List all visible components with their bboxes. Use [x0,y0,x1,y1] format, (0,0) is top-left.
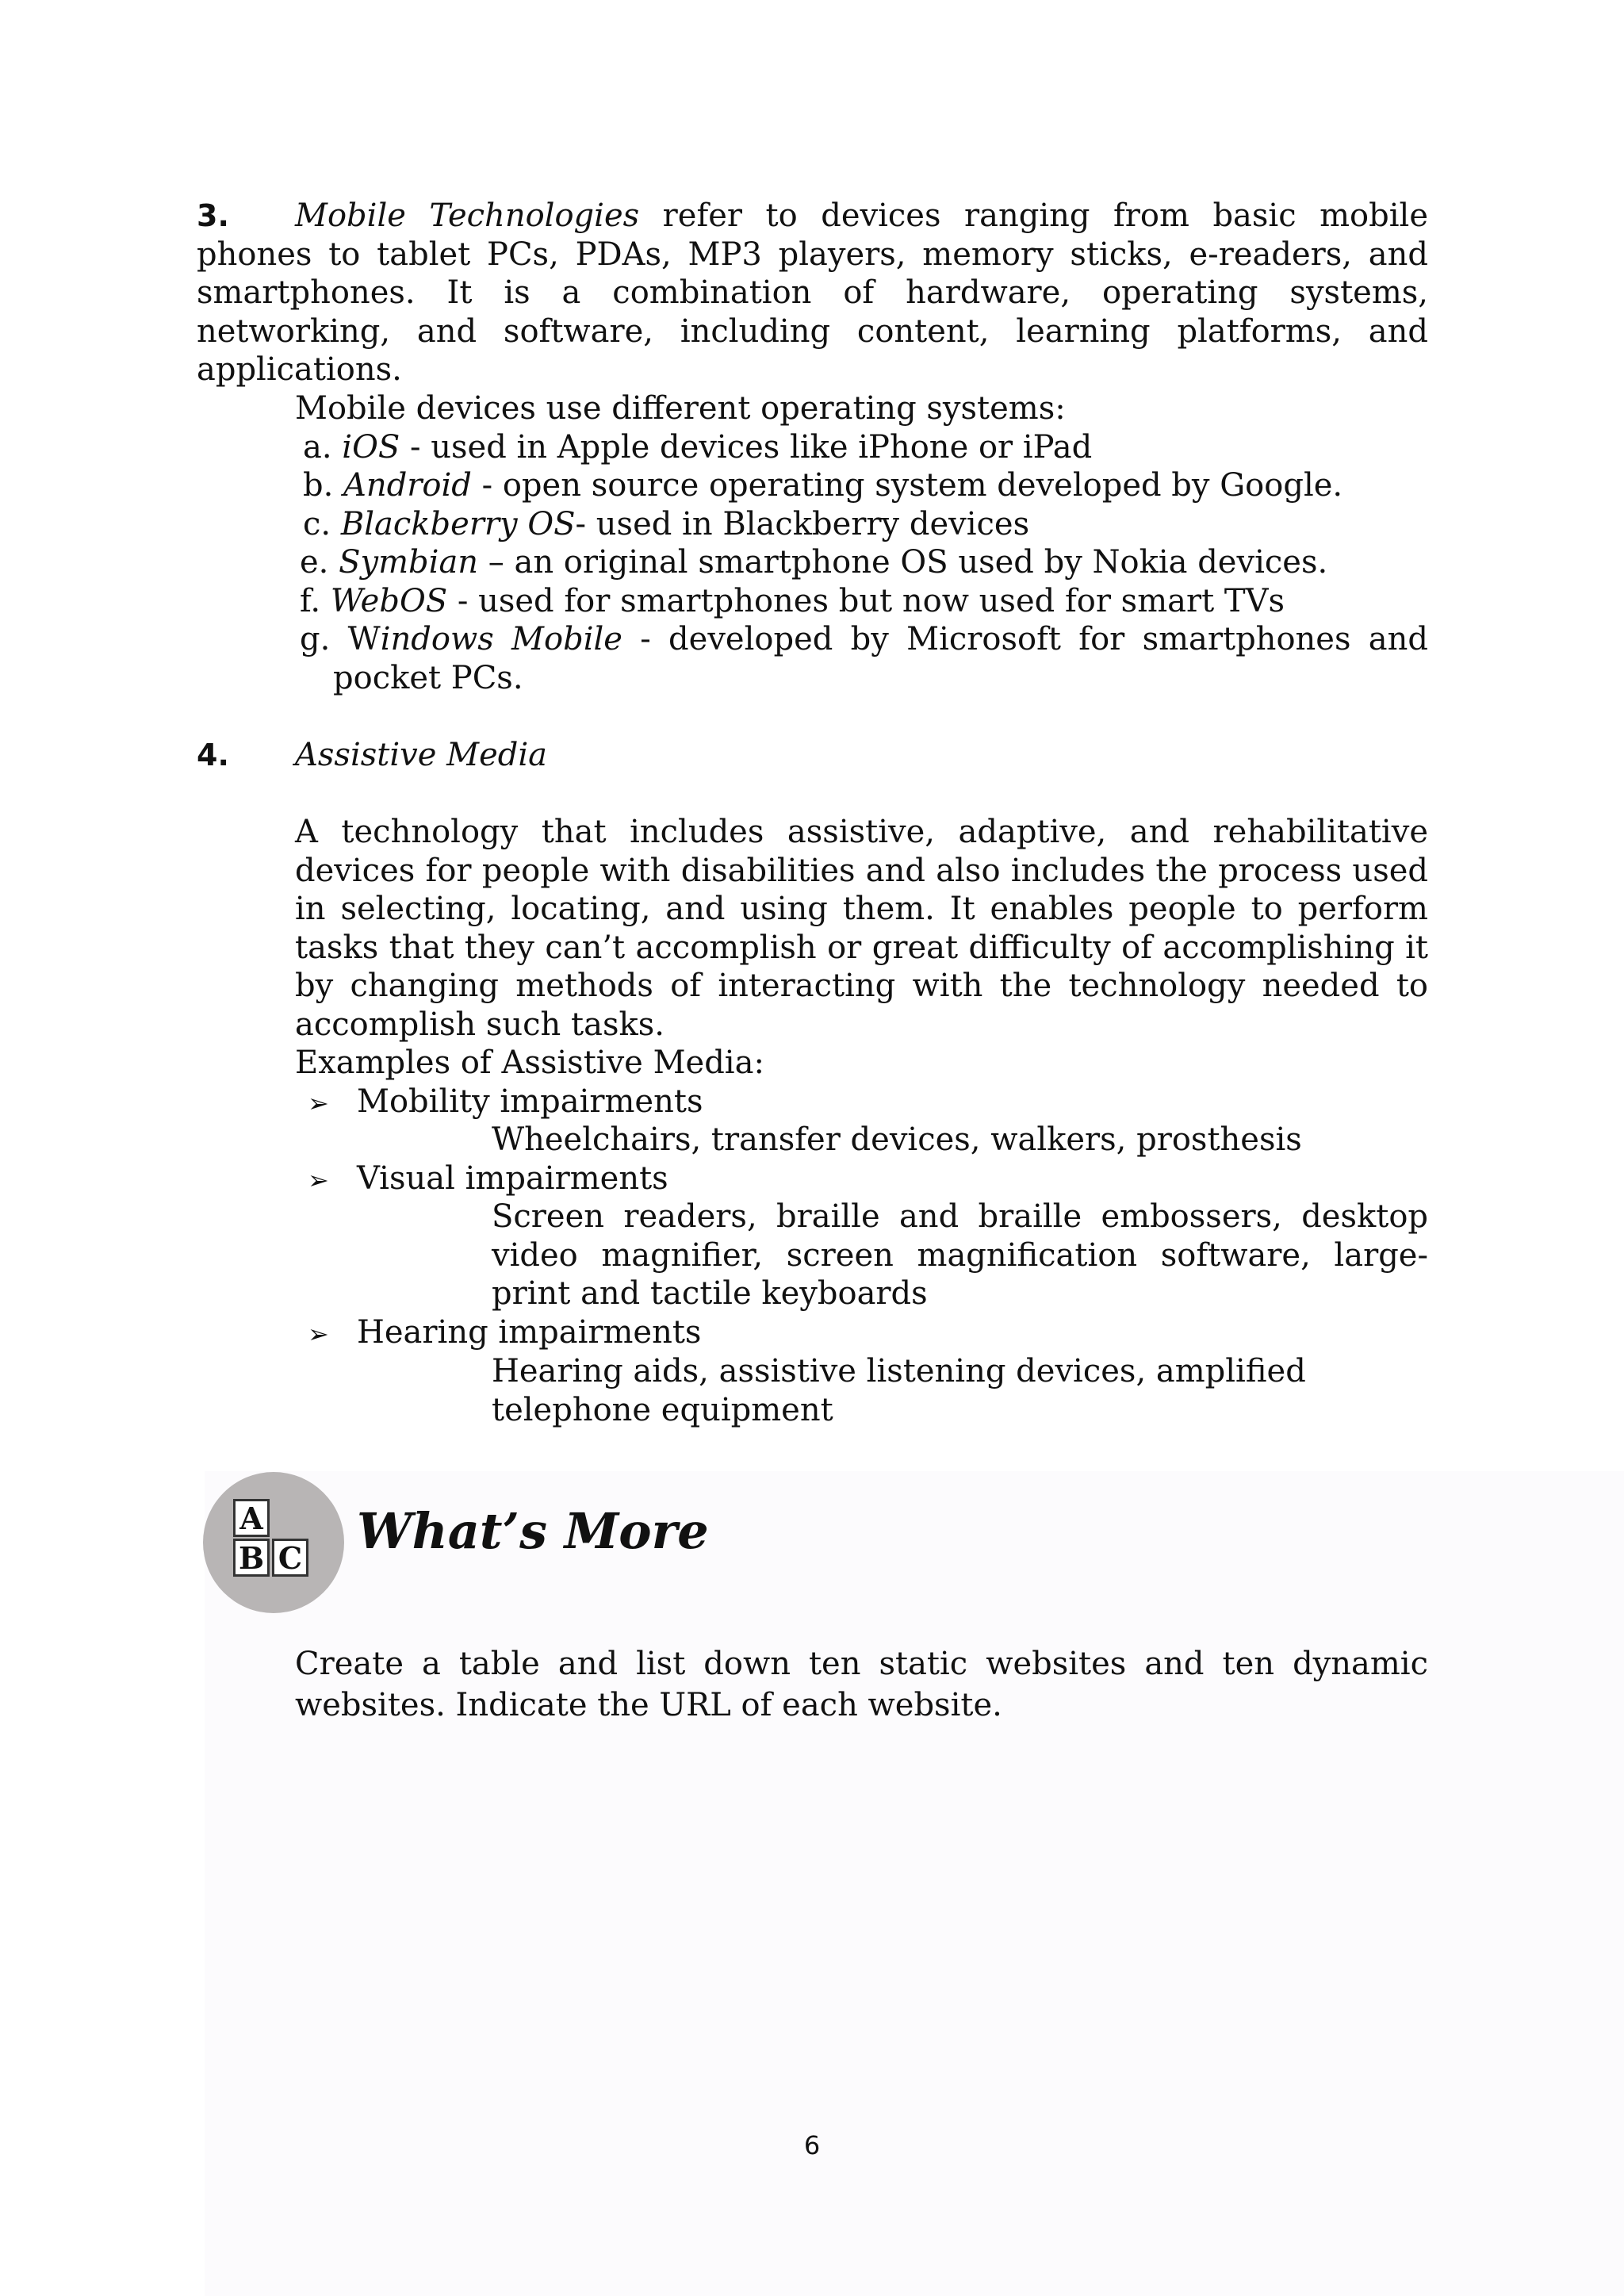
section-3-paragraph [197,197,1428,389]
activity-background [205,1471,1624,2296]
section-term: Mobile Technologies [295,197,640,234]
list-detail-visual: Screen readers, braille and braille embossers, desktop video magnifier, screen magnification software, large-print and tactile keyboards [492,1198,1428,1313]
arrow-bullet-icon: ➢ [308,1165,329,1195]
os-item-symbian: e. Symbian – an original smartphone OS used by Nokia devices. [300,544,1328,581]
section-text: refer to devices ranging from basic mobile phones to tablet PCs, PDAs, MP3 players, memory sticks, e-readers, and smartphones. It is a combination of hardware, operating systems, networking, and software, including content, learning platforms, and applications. [197,197,1428,389]
os-item-webos: f. WebOS - used for smartphones but now used for smart TVs [300,583,1285,619]
os-item-blackberry: c. Blackberry OS- used in Blackberry devices [303,506,1030,542]
abc-blocks-icon [203,1472,344,1613]
section-4-paragraph: A technology that includes assistive, adaptive, and rehabilitative devices for people with disabilities and also includes the process used in selecting, locating, and using them. It enables people to perform tasks that they can’t accomplish or great difficulty of accomplishing it by changing methods of interacting with the technology needed to accomplish such tasks. [295,814,1428,1043]
list-detail-mobility: Wheelchairs, transfer devices, walkers, prosthesis [492,1121,1302,1158]
arrow-bullet-icon: ➢ [308,1319,329,1349]
examples-intro: Examples of Assistive Media: [295,1045,764,1081]
page-number: 6 [803,2130,821,2160]
list-detail-hearing: Hearing aids, assistive listening devices, amplified telephone equipment [492,1353,1306,1428]
arrow-bullet-icon: ➢ [308,1088,329,1118]
section-number: 3. [197,198,229,233]
letter-block-a: A [233,1499,270,1537]
os-item-ios: a. iOS - used in Apple devices like iPhone or iPad [303,429,1093,466]
letter-block-c: C [272,1539,308,1577]
list-item-hearing: ➢ Hearing impairments [308,1313,701,1354]
list-item-visual: ➢ Visual impairments [308,1159,668,1200]
whats-more-title: What’s More [357,1502,709,1560]
section-4-heading [197,736,547,775]
whats-more-instructions: Create a table and list down ten static websites and ten dynamic websites. Indicate the URL of each website. [295,1646,1428,1723]
section-title: Assistive Media [295,737,547,773]
list-item-mobility: ➢ Mobility impairments [308,1083,703,1123]
section-number: 4. [197,738,229,772]
os-item-windows-mobile-cont: pocket PCs. [333,660,523,696]
os-item-android: b. Android - open source operating system developed by Google. [303,467,1343,504]
os-intro: Mobile devices use different operating systems: [295,390,1066,427]
letter-block-b: B [233,1539,270,1577]
os-item-windows-mobile: g. Windows Mobile - developed by Microsoft for smartphones and [300,621,1428,657]
